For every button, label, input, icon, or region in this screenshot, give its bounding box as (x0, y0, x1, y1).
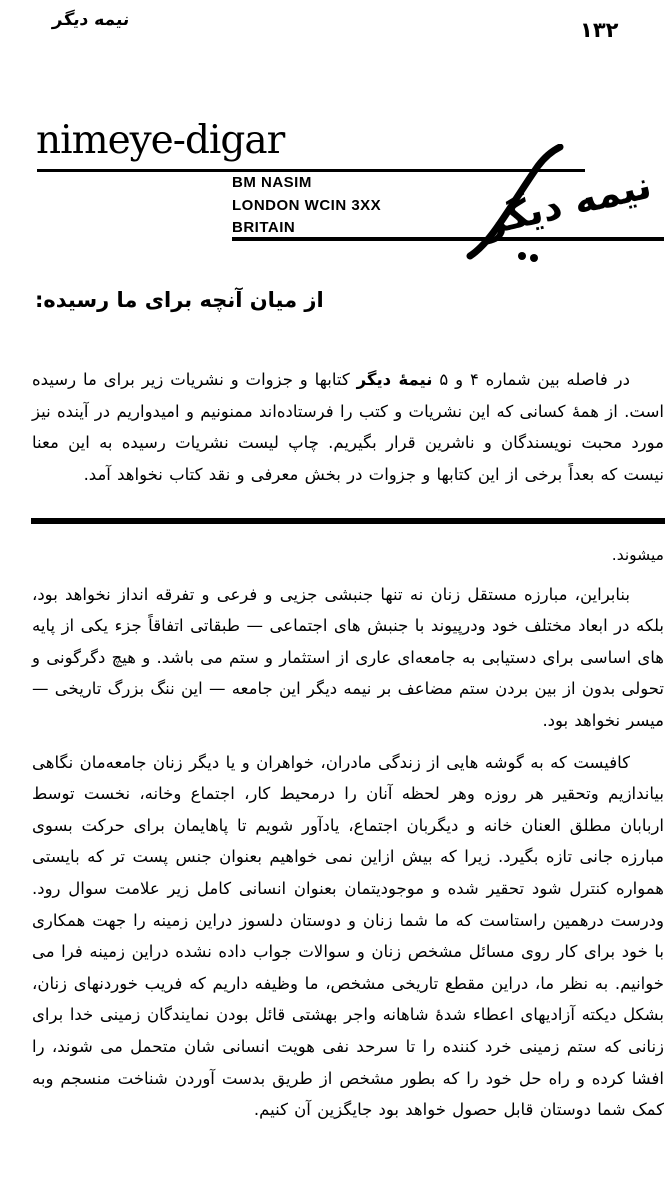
calligraphic-logo (452, 144, 667, 264)
running-header-title: نیمه دیگر (51, 10, 131, 30)
body-paragraph-1: بنابراین، مبارزه مستقل زنان نه تنها جنبشی جزیی و فرعی و تفرقه انداز نخواهد بود، بلکه در ابعاد مختلف خود ودرپیوند با جنبش های اجتماعی — طبقاتی اتفاقاً جزء یکی از پایه های اساسی برای دستیابی به جامعه‌ای عاری از استثمار و ستم می باشد. و هیچ دگرگونی و تحولی بدون از بین بردن ستم مضاعف بر نیمه دیگر این جامعه — این ننگ بزرگ تاریخی — میسر نخواهد بود. (32, 584, 664, 730)
page-number: ۱۳۲ (580, 18, 619, 42)
calligraphy-dot-2 (530, 254, 538, 262)
journal-name-emphasis: نیمهٔ دیگر (356, 370, 433, 389)
section-divider-rule (31, 518, 665, 524)
address-line-1: BM NASIM (232, 174, 312, 191)
calligraphy-text: نیمه دیگر (478, 162, 656, 245)
article-body (32, 540, 664, 1136)
intro-lead: در فاصله بین شماره ۴ و ۵ (432, 370, 630, 389)
address-line-3: BRITAIN (232, 219, 296, 236)
masthead-latin-logo: nimeye-digar (36, 118, 285, 163)
section-heading: از میان آنچه برای ما رسیده: (35, 288, 324, 312)
body-paragraph-2: کافیست که به گوشه هایی از زندگی مادران، خواهران و یا دیگر زنان جامعه‌مان نگاهی بیاندازیم وتحقیر هر روزه وهر لحظه آنان را درمحیط کار، اجتماع وخانه، نخست توسط اربابان مطلق العنان خانه و دیگربان اجتماع، یادآور شویم تا پاهایمان برای حرکت بسوی مبارزه جانی تازه بگیرد. زیرا که بیش ازاین نمی خواهیم بعنوان جنس پست تر که بایستی همواره کنترل شود تحقیر شده و موجودیتمان بعنوان انسانی کامل زیر علامت سوال رود. ودرست درهمین راستاست که ما شما زنان و دوستان دلسوز دراین زمینه را جهت همکاری با خود برای کار روی مسائل مشخص زنان و سوالات جواب داده نشده دراین زمینه فرا می خوانیم. به نظر ما، دراین مقطع تاریخی مشخص، ما وظیفه داریم که فریب خوردنهای زنان، بشکل دیکته آزادیهای اعطاء شدهٔ شاهانه واجر بهشتی قائل بودن نمایندگان زمینی خدا برای زنانی که ستم زمینی خرد کننده را تا سرحد نفی هویت انسانی شان متحمل می شوند، را افشا کرده و راه حل خود را که بطور مشخص از طریق بدست آوردن شناخت منسجم وبه کمک شما دوستان قابل حصول خواهد بود جایگزین آن کنیم. (32, 752, 664, 1120)
intro-rest: کتابها و جزوات و نشریات زیر برای ما رسیده است. از همهٔ کسانی که این نشریات و کتب را فرستاده‌اند ممنونیم و امیدواریم در آینده نیز مورد محبت نویسندگان و ناشرین قرار بگیریم. چاپ لیست نشریات رسیده به این معنا نیست که بعداً برخی از این کتابها و جزوات در بخش معرفی و نقد کتاب نخواهد آمد. (32, 370, 664, 484)
address-line-2: LONDON WCIN 3XX (232, 196, 382, 214)
intro-paragraph-block (32, 364, 664, 490)
continuation-fragment: میشوند. (611, 546, 664, 564)
masthead-address (232, 172, 381, 240)
intro-paragraph (32, 364, 664, 490)
calligraphy-dot-1 (518, 252, 526, 260)
